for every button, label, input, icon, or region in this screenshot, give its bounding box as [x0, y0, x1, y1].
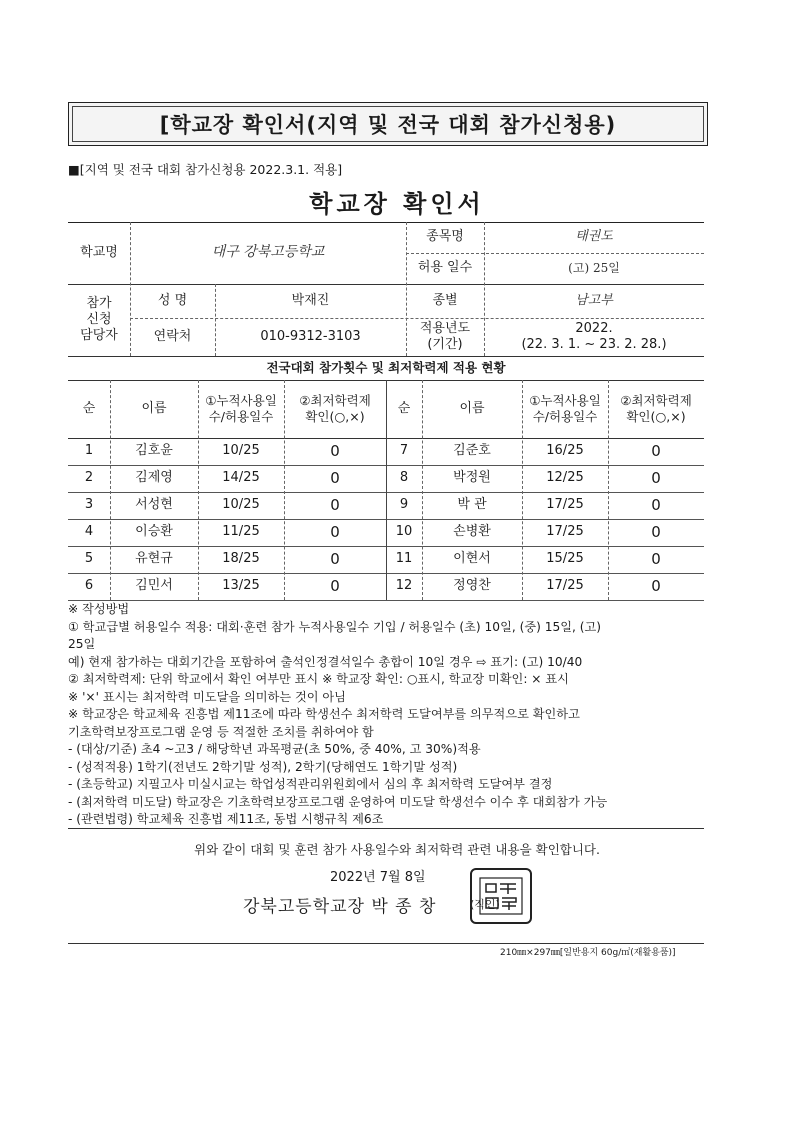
row-check: 0 [330, 469, 340, 488]
row-check: 0 [651, 496, 661, 515]
col-header-days-line: 수/허용일수 [208, 409, 274, 424]
instruction-line: - (초등학교) 지필고사 미실시교는 학업성적관리위원회에서 심의 후 최저학력 도달여부 결정 [68, 777, 553, 791]
row-no: 6 [84, 578, 94, 594]
divider [68, 943, 704, 944]
row-name: 손병환 [453, 524, 491, 540]
year-value-line: 2022. [575, 320, 613, 336]
year-value-line: (22. 3. 1. ~ 23. 2. 28.) [521, 337, 667, 352]
year-value [484, 318, 704, 356]
col-header-days-line: 수/허용일수 [532, 409, 598, 424]
row-days: 15/25 [546, 551, 584, 567]
contact-value: 010-9312-3103 [260, 328, 361, 344]
col-header-name: 이름 [459, 400, 485, 416]
row-check: 0 [330, 550, 340, 569]
row-check: 0 [330, 577, 340, 596]
row-days: 14/25 [222, 470, 260, 486]
table-column-divider [386, 380, 387, 600]
col-header-check [284, 380, 386, 438]
section-title: 전국대회 참가횟수 및 최저학력제 적용 현황 [266, 360, 506, 376]
row-no: 8 [399, 470, 409, 486]
form-version-note: ■[지역 및 전국 대회 참가신청용 2022.3.1. 적용] [68, 162, 343, 177]
applicant-label [68, 284, 130, 356]
year-label-line: 적용년도 [419, 320, 471, 336]
row-name: 이현서 [453, 551, 491, 567]
seal-mark: (직인) [470, 898, 500, 911]
row-check: 0 [651, 577, 661, 596]
official-seal [470, 868, 532, 924]
row-name: 유현규 [135, 551, 173, 567]
name-label: 성 명 [157, 292, 188, 308]
instruction-line: - (성적적용) 1학기(전년도 2학기말 성적), 2학기(당해연도 1학기말 성적) [68, 759, 458, 774]
table-column-divider [110, 380, 111, 600]
instruction-line: ② 최저학력제: 단위 학교에서 확인 여부만 표시 ※ 학교장 확인: ○표시, 학교장 미확인: × 표시 [68, 672, 569, 686]
year-label [406, 318, 484, 356]
col-header-no: 순 [397, 400, 411, 416]
instruction-line: 기초학력보장프로그램 운영 등 적절한 조치를 취하여야 함 [68, 724, 374, 739]
divider [68, 828, 704, 829]
row-name: 김호윤 [135, 443, 173, 459]
page-title: 학교장 확인서 [309, 190, 485, 218]
row-days: 17/25 [546, 497, 584, 513]
principal-signature: 강북고등학교장 박 종 창 [243, 897, 437, 917]
row-name: 김민서 [135, 578, 173, 594]
applicant-label-line: 신청 [86, 311, 112, 327]
document-title-box [68, 102, 708, 146]
instruction-line: ※ 학교장은 학교체육 진흥법 제11조에 따라 학생선수 최저학력 도달여부를 의무적으로 확인하고 [68, 707, 580, 721]
row-days: 10/25 [222, 497, 260, 513]
row-days: 17/25 [546, 524, 584, 540]
row-no: 11 [395, 551, 413, 567]
row-name: 박정원 [453, 470, 491, 486]
row-check: 0 [330, 442, 340, 461]
sport-label: 종목명 [426, 229, 464, 245]
seal-icon [478, 876, 524, 916]
row-no: 1 [84, 443, 94, 459]
row-name: 김준호 [453, 443, 491, 459]
row-days: 11/25 [222, 524, 260, 540]
row-name: 이승환 [135, 524, 173, 540]
row-no: 5 [84, 551, 94, 567]
row-name: 박 관 [457, 497, 487, 513]
school-value: 대구 강북고등학교 [211, 244, 325, 261]
row-check: 0 [651, 523, 661, 542]
category-label: 종별 [432, 292, 458, 308]
row-check: 0 [330, 496, 340, 515]
row-check: 0 [330, 523, 340, 542]
year-label-line: (기간) [427, 337, 463, 352]
table-column-divider [422, 380, 423, 600]
row-name: 서성현 [135, 497, 173, 513]
col-header-days-line: ①누적사용일 [529, 393, 601, 409]
category-value: 남고부 [575, 292, 613, 308]
col-header-check-line: ②최저학력제 [299, 393, 371, 409]
instruction-line: - (관련법령) 학교체육 진흥법 제11조, 동법 시행규칙 제6조 [68, 812, 384, 826]
confirmation-text: 위와 같이 대회 및 훈련 참가 사용일수와 최저학력 관련 내용을 확인합니다. [194, 842, 600, 857]
instruction-line: 예) 현재 참가하는 대회기간을 포함하여 출석인정결석일수 총합이 10일 경우 ⇨ 표기: (고) 10/40 [68, 654, 583, 669]
col-header-check-line: 확인(○,×) [305, 409, 365, 424]
row-no: 3 [84, 497, 94, 513]
instruction-line: ※ '×' 표시는 최저학력 미도달을 의미하는 것이 아님 [68, 689, 346, 704]
row-name: 정영찬 [453, 578, 491, 594]
school-label: 학교명 [80, 244, 118, 260]
col-header-days [522, 380, 608, 438]
row-days: 10/25 [222, 443, 260, 459]
issue-date: 2022년 7월 8일 [330, 870, 426, 885]
row-check: 0 [651, 442, 661, 461]
col-header-name: 이름 [141, 400, 167, 416]
col-header-check [608, 380, 704, 438]
row-days: 17/25 [546, 578, 584, 594]
col-header-days-line: ①누적사용일 [205, 393, 277, 409]
instruction-line: ① 학교급별 허용일수 적용: 대회·훈련 참가 누적사용일수 기입 / 허용일수 (초) 10일, (중) 15일, (고) [68, 619, 602, 634]
row-days: 16/25 [546, 443, 584, 459]
table-column-divider [522, 380, 523, 600]
instruction-line: 25일 [68, 637, 96, 651]
document-title: [학교장 확인서(지역 및 전국 대회 참가신청용) [159, 113, 617, 137]
col-header-check-line: 확인(○,×) [626, 409, 686, 424]
row-days: 13/25 [222, 578, 260, 594]
row-no: 9 [399, 497, 409, 513]
instruction-line: - (최저학력 미도달) 학교장은 기초학력보장프로그램 운영하여 미도달 학생선수 이수 후 대회참가 가능 [68, 794, 608, 809]
sport-value: 태권도 [575, 229, 613, 245]
col-header-days [198, 380, 284, 438]
contact-label: 연락처 [153, 328, 192, 344]
row-days: 12/25 [546, 470, 584, 486]
row-no: 12 [395, 578, 413, 594]
name-value: 박재진 [291, 292, 330, 308]
row-no: 4 [84, 524, 94, 540]
row-name: 김제영 [135, 470, 173, 486]
row-no: 2 [84, 470, 94, 486]
row-no: 10 [395, 524, 413, 540]
row-no: 7 [399, 443, 409, 459]
instruction-line: - (대상/기준) 초4 ~고3 / 해당학년 과목평균(초 50%, 중 40%, 고 30%)적용 [68, 742, 481, 756]
row-days: 18/25 [222, 551, 260, 567]
table-column-divider [198, 380, 199, 600]
col-header-no: 순 [82, 400, 96, 416]
instruction-line: ※ 작성방법 [68, 602, 130, 616]
applicant-label-line: 참가 [86, 295, 112, 311]
paper-spec: 210㎜×297㎜[일반용지 60g/㎡(재활용품)] [500, 948, 676, 958]
table-row-divider [68, 600, 704, 601]
table-column-divider [284, 380, 285, 600]
col-header-check-line: ②최저학력제 [620, 393, 692, 409]
allow-days-label: 허용 일수 [417, 260, 473, 276]
allow-days-value: (고) 25일 [568, 261, 620, 275]
table-column-divider [608, 380, 609, 600]
applicant-label-line: 담당자 [80, 328, 118, 344]
row-check: 0 [651, 550, 661, 569]
row-check: 0 [651, 469, 661, 488]
